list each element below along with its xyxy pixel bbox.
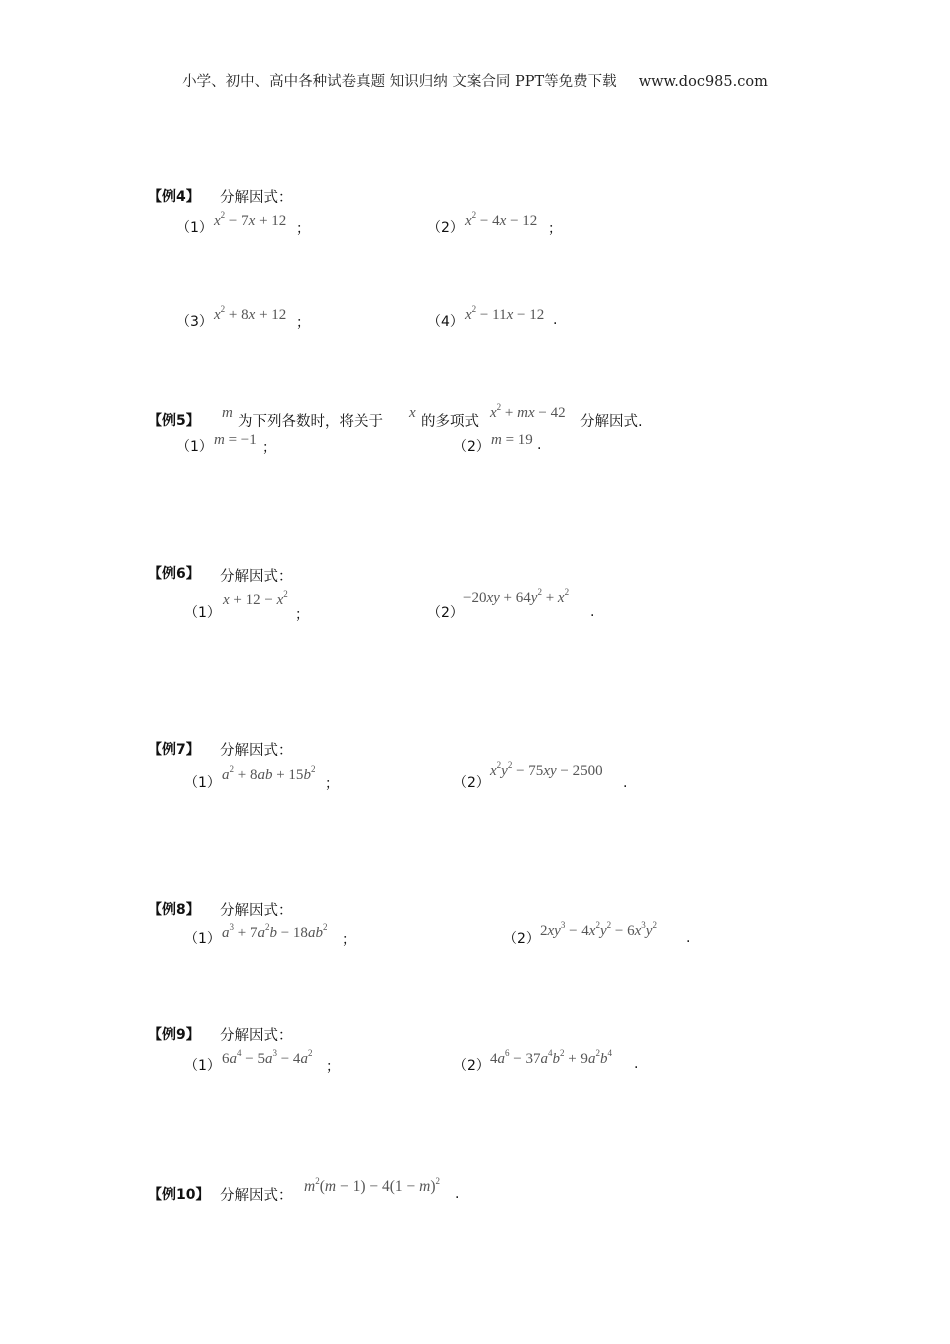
ex5-text-1: 为下列各数时，将关于 xyxy=(238,414,383,430)
ex4-item1-number: （1） xyxy=(176,220,213,236)
example-6-prompt: 分解因式： xyxy=(220,569,293,585)
ex7-item1-end: ； xyxy=(325,776,339,792)
example-8-prompt: 分解因式： xyxy=(220,903,293,919)
ex5-var-m: m xyxy=(222,405,233,421)
ex9-item2-number: （2） xyxy=(453,1058,490,1074)
ex4-item3-number: （3） xyxy=(176,314,213,330)
ex5-text-3: 分解因式. xyxy=(580,414,643,430)
ex5-item2-expression: m = 19 xyxy=(491,432,533,448)
ex8-item2-end: . xyxy=(686,930,691,946)
ex8-item1-number: （1） xyxy=(184,931,221,947)
ex10-end: . xyxy=(455,1186,460,1202)
ex8-item1-end: ； xyxy=(342,932,356,948)
example-5-label: 【例5】 xyxy=(148,413,200,429)
ex4-item2-expression: $x^2 - 4x - 12$ xyxy=(465,210,538,229)
ex4-item4-number: （4） xyxy=(427,314,464,330)
ex4-item1-end: ； xyxy=(296,221,310,237)
example-8-label: 【例8】 xyxy=(148,902,200,918)
ex9-item2-end: . xyxy=(634,1056,639,1072)
ex5-text-2: 的多项式 xyxy=(421,414,479,430)
ex8-item1-expression: $a^3 + 7a^2b - 18ab^2$ xyxy=(222,922,328,941)
example-4-prompt: 分解因式： xyxy=(220,190,293,206)
ex4-item3-end: ； xyxy=(296,315,310,331)
header-url: www.doc985.com xyxy=(638,74,768,90)
header-text: 小学、初中、高中各种试卷真题 知识归纳 文案合同 PPT等免费下载 xyxy=(182,74,617,90)
ex9-item2-expression: $4a^6 - 37a^4b^2 + 9a^2b^4$ xyxy=(490,1048,612,1067)
ex4-item4-expression: $x^2 - 11x - 12$ xyxy=(465,304,545,323)
ex9-item1-expression: $6a^4 - 5a^3 - 4a^2$ xyxy=(222,1048,313,1067)
ex7-item1-number: （1） xyxy=(184,775,221,791)
ex5-item1-number: （1） xyxy=(176,439,213,455)
ex9-item1-number: （1） xyxy=(184,1058,221,1074)
example-4-label: 【例4】 xyxy=(148,189,200,205)
ex4-item4-end: . xyxy=(553,312,558,328)
ex7-item2-number: （2） xyxy=(453,775,490,791)
ex9-item1-end: ； xyxy=(326,1059,340,1075)
example-10-label: 【例10】 xyxy=(148,1187,210,1203)
ex6-item1-number: （1） xyxy=(184,605,221,621)
ex5-polynomial: $x^2$ + mx − 42 xyxy=(490,402,566,421)
ex7-item2-end: . xyxy=(623,775,628,791)
example-7-label: 【例7】 xyxy=(148,742,200,758)
ex6-item2-expression: $-20xy + 64y^2 + x^2$ xyxy=(463,587,570,606)
ex4-item3-expression: $x^2 + 8x + 12$ xyxy=(214,304,287,323)
ex4-item2-number: （2） xyxy=(427,220,464,236)
ex10-expression: $m^2(m - 1) - 4(1 - m)^2$ xyxy=(304,1176,441,1195)
ex6-item2-end: . xyxy=(590,604,595,620)
example-6-label: 【例6】 xyxy=(148,566,200,582)
ex7-item1-expression: $a^2 + 8ab + 15b^2$ xyxy=(222,764,316,783)
ex7-item2-expression: $x^2y^2 - 75xy - 2500$ xyxy=(490,760,603,779)
example-7-prompt: 分解因式： xyxy=(220,743,293,759)
ex6-item2-number: （2） xyxy=(427,605,464,621)
example-10-prompt: 分解因式： xyxy=(220,1188,293,1204)
example-9-label: 【例9】 xyxy=(148,1027,200,1043)
ex4-item2-end: ； xyxy=(548,221,562,237)
ex5-item1-end: ； xyxy=(262,440,276,456)
ex4-item1-expression: $x^2 - 7x + 12$ xyxy=(214,210,287,229)
ex6-item1-end: ； xyxy=(295,607,309,623)
example-9-prompt: 分解因式： xyxy=(220,1028,293,1044)
ex8-item2-expression: $2xy^3 - 4x^2y^2 - 6x^3y^2$ xyxy=(540,920,657,939)
ex6-item1-expression: $x + 12 - x^2$ xyxy=(223,589,288,608)
page-header xyxy=(0,70,950,91)
ex8-item2-number: （2） xyxy=(503,931,540,947)
ex5-item2-end: . xyxy=(537,437,542,453)
ex5-item1-expression: m = −1 xyxy=(214,432,257,448)
ex5-item2-number: （2） xyxy=(453,439,490,455)
ex5-var-x: x xyxy=(409,405,416,421)
